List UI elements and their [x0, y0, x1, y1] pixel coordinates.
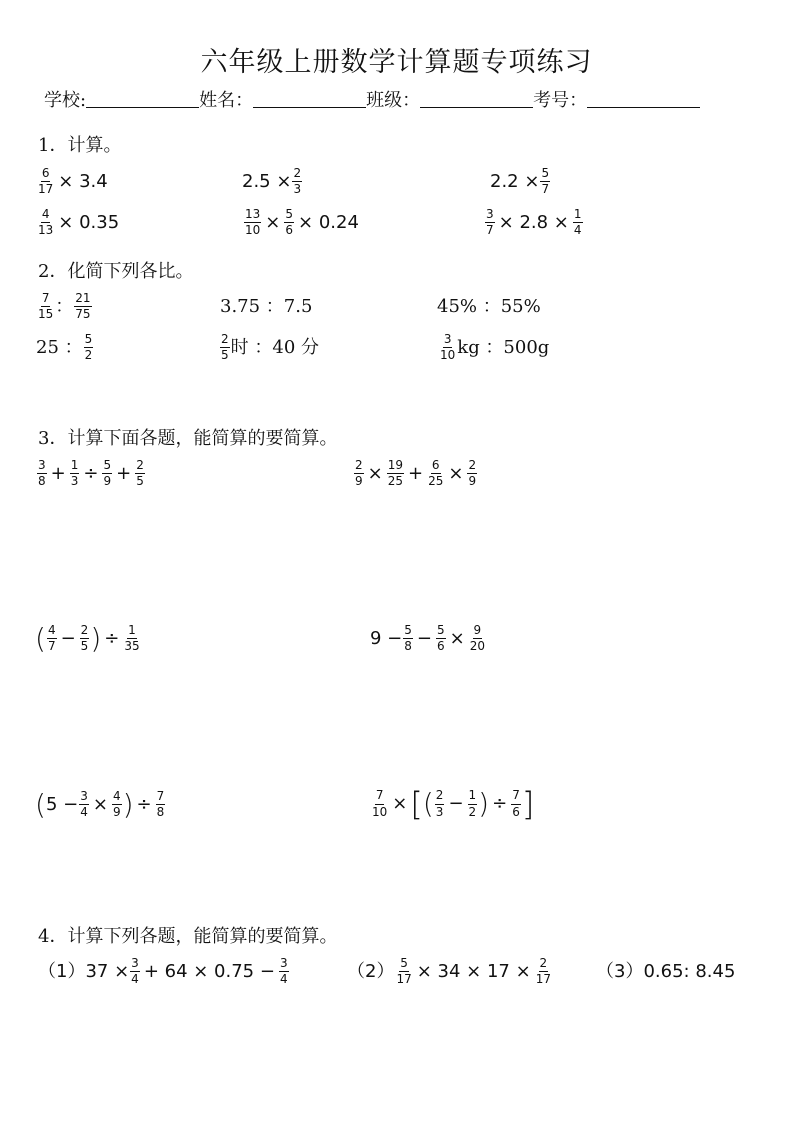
- fraction: $\frac{3}{10}$: [440, 332, 456, 363]
- fraction: $\frac{1}{35}$: [124, 623, 140, 654]
- student-info-line: [44, 86, 700, 112]
- fraction: $\frac{1}{4}$: [573, 207, 582, 238]
- section-4-heading: 4．计算下列各题，能简算的要简算。: [38, 926, 338, 947]
- p2-expr-d: 25 ： $\frac{5}{2}$: [36, 332, 93, 363]
- p2-expr-a: $\frac{7}{15}$ ： $\frac{21}{75}$: [38, 291, 91, 322]
- p1-expr-c: 2.2 × $\frac{5}{7}$: [490, 166, 550, 197]
- fraction: $\frac{2}{5}$: [221, 332, 229, 363]
- fraction: $\frac{19}{25}$: [387, 458, 404, 489]
- fraction: $\frac{7}{6}$: [512, 788, 520, 819]
- fraction: $\frac{2}{5}$: [136, 458, 144, 489]
- fraction: $\frac{5}{7}$: [541, 166, 550, 197]
- fraction: $\frac{5}{17}$: [396, 956, 412, 987]
- fraction: $\frac{1}{2}$: [468, 788, 477, 819]
- section-1-heading: 1．计算。: [38, 135, 122, 156]
- fraction: $\frac{5}{6}$: [437, 623, 445, 654]
- class-blank[interactable]: [420, 89, 533, 108]
- p4-expr-3: （3）0.65: 8.45: [596, 961, 736, 982]
- exam-no-label: 考号：: [533, 90, 588, 111]
- item-label: （3）: [596, 961, 644, 982]
- p3-expr-a: $\frac{3}{8}$ + $\frac{1}{3}$ ÷ $\frac{5}{9}$ + $\frac{2}{5}$: [38, 458, 144, 489]
- class-label: 班级：: [366, 90, 421, 111]
- p1-expr-d: $\frac{4}{13}$ × 0.35: [38, 207, 120, 238]
- fraction: $\frac{2}{9}$: [468, 458, 477, 489]
- p4-expr-2: （2） $\frac{5}{17}$ × 34 × 17 × $\frac{2}{17}$: [347, 956, 551, 987]
- name-label: 姓名：: [199, 90, 254, 111]
- p3-expr-d: 9 − $\frac{5}{8}$ − $\frac{5}{6}$ × $\frac{9}{20}$: [370, 623, 486, 654]
- section-2-heading: 2．化简下列各比。: [38, 261, 194, 282]
- fraction: $\frac{7}{15}$: [38, 291, 54, 322]
- fraction: $\frac{21}{75}$: [75, 291, 91, 322]
- item-label: （2）: [347, 960, 395, 982]
- fraction: $\frac{2}{3}$: [435, 788, 444, 819]
- fraction: $\frac{5}{6}$: [285, 207, 294, 238]
- p3-expr-f: $\frac{7}{10}$ ×[( $\frac{2}{3}$ − $\frac{1}{2}$ ) ÷ $\frac{7}{6}$ ]: [372, 785, 535, 823]
- fraction: $\frac{7}{8}$: [156, 789, 165, 820]
- exam-no-blank[interactable]: [587, 89, 700, 108]
- item-label: （1）: [38, 960, 86, 982]
- fraction: $\frac{5}{2}$: [84, 332, 93, 363]
- fraction: $\frac{3}{4}$: [279, 956, 288, 987]
- fraction: $\frac{5}{8}$: [404, 623, 412, 654]
- fraction: $\frac{6}{17}$: [38, 166, 54, 197]
- page-title: 六年级上册数学计算题专项练习: [200, 47, 593, 78]
- fraction: $\frac{3}{4}$: [131, 956, 139, 987]
- p2-expr-e: $\frac{2}{5}$ 时 ：40 分: [221, 332, 319, 363]
- fraction: $\frac{2}{3}$: [293, 166, 302, 197]
- fraction: $\frac{3}{8}$: [38, 458, 46, 489]
- fraction: $\frac{3}{7}$: [486, 207, 494, 238]
- name-blank[interactable]: [253, 89, 366, 108]
- fraction: $\frac{2}{5}$: [80, 623, 89, 654]
- fraction: $\frac{6}{25}$: [428, 458, 444, 489]
- p2-expr-f: $\frac{3}{10}$ kg ：500g: [440, 332, 550, 363]
- p3-expr-e: (5 − $\frac{3}{4}$ × $\frac{4}{9}$ ) ÷ $\frac{7}{8}$: [35, 787, 165, 821]
- fraction: $\frac{4}{7}$: [47, 623, 56, 654]
- p3-expr-c: ( $\frac{4}{7}$ − $\frac{2}{5}$ ) ÷ $\frac{1}{35}$: [35, 621, 140, 655]
- fraction: $\frac{1}{3}$: [70, 458, 79, 489]
- fraction: $\frac{5}{9}$: [103, 458, 112, 489]
- section-3-heading: 3．计算下面各题，能简算的要简算。: [38, 428, 338, 449]
- fraction: $\frac{13}{10}$: [245, 207, 261, 238]
- p1-expr-e: $\frac{13}{10}$ × $\frac{5}{6}$ × 0.24: [245, 207, 359, 238]
- fraction: $\frac{2}{9}$: [355, 458, 363, 489]
- p2-expr-c: 45% ：55%: [437, 296, 541, 317]
- fraction: $\frac{2}{17}$: [535, 956, 551, 987]
- p3-expr-b: $\frac{2}{9}$ × $\frac{19}{25}$ + $\frac{6}{25}$ × $\frac{2}{9}$: [355, 458, 477, 489]
- p1-expr-b: 2.5 × $\frac{2}{3}$: [242, 166, 302, 197]
- fraction: $\frac{4}{9}$: [112, 789, 121, 820]
- fraction: $\frac{7}{10}$: [372, 788, 388, 819]
- fraction: $\frac{3}{4}$: [80, 789, 88, 820]
- fraction: $\frac{9}{20}$: [469, 623, 486, 654]
- fraction: $\frac{4}{13}$: [38, 207, 54, 238]
- p1-expr-a: $\frac{6}{17}$ × 3.4: [38, 166, 108, 197]
- school-blank[interactable]: [86, 89, 199, 108]
- p2-expr-b: 3.75 ：7.5: [220, 296, 313, 317]
- school-label: 学校:: [44, 90, 87, 111]
- p4-expr-1: （1）37 × $\frac{3}{4}$ + 64 × 0.75 − $\frac{3}{4}$: [38, 956, 288, 987]
- p1-expr-f: $\frac{3}{7}$ × 2.8 × $\frac{1}{4}$: [486, 207, 582, 238]
